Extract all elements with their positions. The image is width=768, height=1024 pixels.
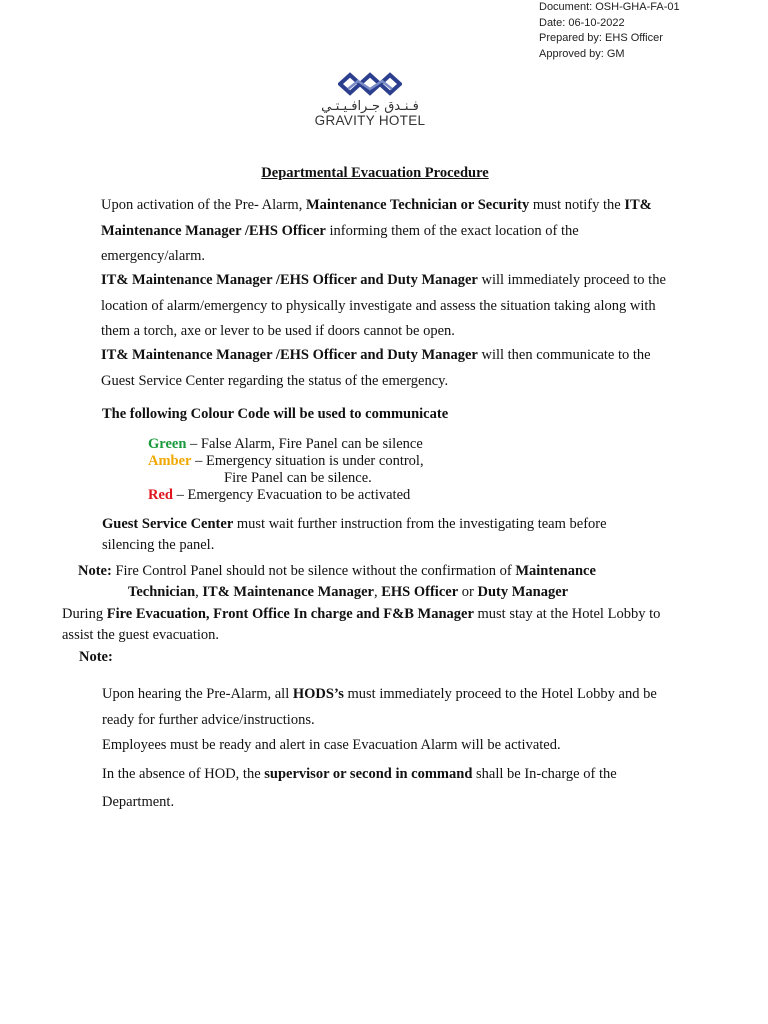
fire-evacuation-paragraph: During Fire Evacuation, Front Office In charge and F&B Manager must stay at the Hotel Lobby to assist the guest evacuation. (62, 606, 661, 643)
procedure-item-2: IT& Maintenance Manager /EHS Officer and Duty Manager will immediately proceed to the location of alarm/emergency to physically investigate and assess the situation taking along with them a torch, axe or lever to be used if doors cannot be open. (101, 272, 666, 339)
logo-arabic-text: فـنـدق جـرافـيـتـي (321, 99, 419, 114)
procedure-item-3: IT& Maintenance Manager /EHS Officer and Duty Manager will then communicate to the Guest Service Center regarding the status of the emergency. (101, 347, 651, 389)
note-fire-panel: Note: Fire Control Panel should not be silence without the confirmation of Maintenance Technician, IT& Maintenance Manager, EHS Officer or Duty Manager (78, 563, 596, 600)
hotel-logo (300, 72, 440, 128)
document-number: Document: OSH-GHA-FA-01 (539, 1, 680, 13)
prepared-by: Prepared by: EHS Officer (539, 32, 663, 44)
document-date: Date: 06-10-2022 (539, 16, 625, 29)
code-green: Green – False Alarm, Fire Panel can be silence (148, 436, 423, 452)
code-amber-continued: Fire Panel can be silence. (224, 470, 372, 486)
colour-code-list (148, 436, 424, 504)
procedure-item-1: Upon activation of the Pre- Alarm, Maintenance Technician or Security must notify the IT& Maintenance Manager /EHS Officer informing them of the exact location of the emergency/alarm. (101, 197, 652, 264)
hod-item-1: Upon hearing the Pre-Alarm, all HODS’s must immediately proceed to the Hotel Lobby and be ready for further advice/instructions. (102, 686, 657, 728)
logo-mark-icon (338, 72, 402, 98)
hod-item-3: In the absence of HOD, the supervisor or second in command shall be In-charge of the Department. (102, 766, 617, 810)
code-amber: Amber – Emergency situation is under control, (148, 453, 424, 469)
document-meta (539, 0, 680, 62)
guest-service-item: Guest Service Center must wait further instruction from the investigating team before silencing the panel. (102, 516, 607, 553)
logo-english-text: GRAVITY HOTEL (314, 113, 426, 128)
code-red: Red – Emergency Evacuation to be activated (148, 487, 411, 503)
hod-item-2: Employees must be ready and alert in case Evacuation Alarm will be activated. (102, 737, 561, 753)
page-title: Departmental Evacuation Procedure (261, 165, 489, 181)
colour-code-heading: The following Colour Code will be used to communicate (102, 406, 449, 422)
approved-by: Approved by: GM (539, 47, 625, 60)
note-label: Note: (79, 649, 113, 665)
